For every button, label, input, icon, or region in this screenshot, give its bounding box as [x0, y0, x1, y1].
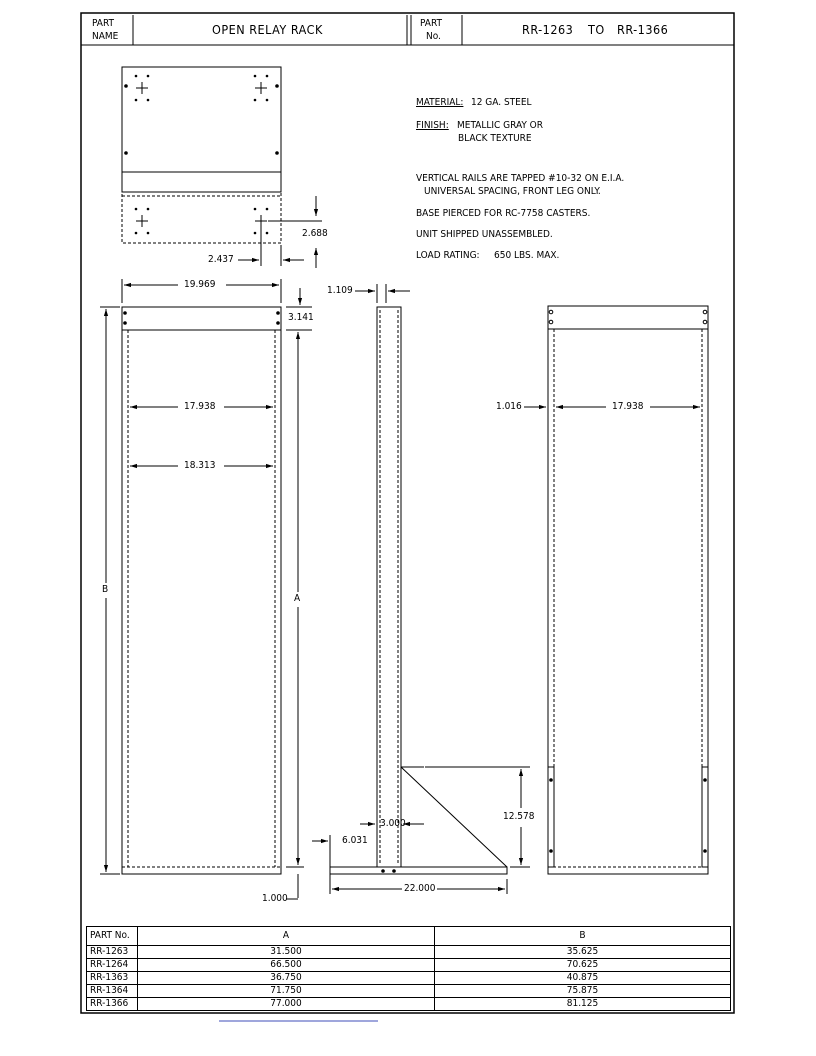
- cell-a: 31.500: [138, 946, 435, 959]
- col-header-part-no: PART No.: [87, 927, 138, 946]
- finish-value-2: BLACK TEXTURE: [458, 133, 532, 144]
- part-name-label-2: NAME: [92, 31, 119, 42]
- dim-2688: 2.688: [302, 228, 328, 239]
- dim-rear-17938: 17.938: [612, 401, 644, 412]
- table-row: [87, 959, 731, 972]
- table-row: [87, 985, 731, 998]
- top-view: [122, 67, 322, 268]
- cell-part-no: RR-1363: [87, 972, 138, 985]
- dim-1109: 1.109: [327, 285, 353, 296]
- note-rails-2: UNIVERSAL SPACING, FRONT LEG ONLY.: [424, 186, 601, 197]
- note-shipped: UNIT SHIPPED UNASSEMBLED.: [416, 229, 553, 240]
- note-rails-1: VERTICAL RAILS ARE TAPPED #10-32 ON E.I.A.: [416, 173, 625, 184]
- cell-part-no: RR-1364: [87, 985, 138, 998]
- cell-b: 81.125: [435, 998, 731, 1011]
- cell-b: 40.875: [435, 972, 731, 985]
- finish-label: FINISH:: [416, 120, 449, 131]
- cell-b: 70.625: [435, 959, 731, 972]
- table-row: [87, 946, 731, 959]
- dim-1000: 1.000: [262, 893, 288, 904]
- cell-a: 36.750: [138, 972, 435, 985]
- dim-2437: 2.437: [208, 254, 234, 265]
- dim-19969: 19.969: [184, 279, 216, 290]
- table-row: [87, 972, 731, 985]
- finish-value-1: METALLIC GRAY OR: [457, 120, 544, 131]
- cell-part-no: RR-1263: [87, 946, 138, 959]
- dim-22000: 22.000: [404, 883, 436, 894]
- note-base: BASE PIERCED FOR RC-7758 CASTERS.: [416, 208, 591, 219]
- part-name: OPEN RELAY RACK: [212, 22, 323, 37]
- load-value: 650 LBS. MAX.: [494, 250, 560, 261]
- dim-A: A: [294, 593, 301, 604]
- rear-view: [524, 306, 708, 874]
- part-no-to-word: TO: [588, 22, 605, 37]
- part-no-label-2: No.: [426, 31, 441, 42]
- col-header-a: A: [138, 927, 435, 946]
- dim-12578: 12.578: [503, 811, 535, 822]
- load-label: LOAD RATING:: [416, 250, 480, 261]
- table-header-row: [87, 927, 731, 946]
- cell-a: 77.000: [138, 998, 435, 1011]
- cell-a: 71.750: [138, 985, 435, 998]
- dim-1016: 1.016: [496, 401, 522, 412]
- dim-front-17938: 17.938: [184, 401, 216, 412]
- cell-part-no: RR-1366: [87, 998, 138, 1011]
- dim-3000: 3.000: [380, 818, 406, 829]
- dim-18313: 18.313: [184, 460, 216, 471]
- material-label: MATERIAL:: [416, 97, 464, 108]
- cell-b: 75.875: [435, 985, 731, 998]
- cell-b: 35.625: [435, 946, 731, 959]
- material-value: 12 GA. STEEL: [471, 97, 532, 108]
- part-no-label-1: PART: [420, 18, 442, 29]
- table-row: [87, 998, 731, 1011]
- dim-6031: 6.031: [342, 835, 368, 846]
- dim-B: B: [102, 584, 109, 595]
- part-name-label-1: PART: [92, 18, 114, 29]
- part-no-from: RR-1263: [522, 22, 574, 37]
- dim-3141: 3.141: [288, 312, 314, 323]
- col-header-b: B: [435, 927, 731, 946]
- front-view: [100, 279, 312, 899]
- parts-table: [86, 926, 731, 1011]
- cell-a: 66.500: [138, 959, 435, 972]
- sheet-border: [81, 13, 734, 1013]
- part-no-to: RR-1366: [617, 22, 669, 37]
- cell-part-no: RR-1264: [87, 959, 138, 972]
- side-view: [312, 284, 530, 894]
